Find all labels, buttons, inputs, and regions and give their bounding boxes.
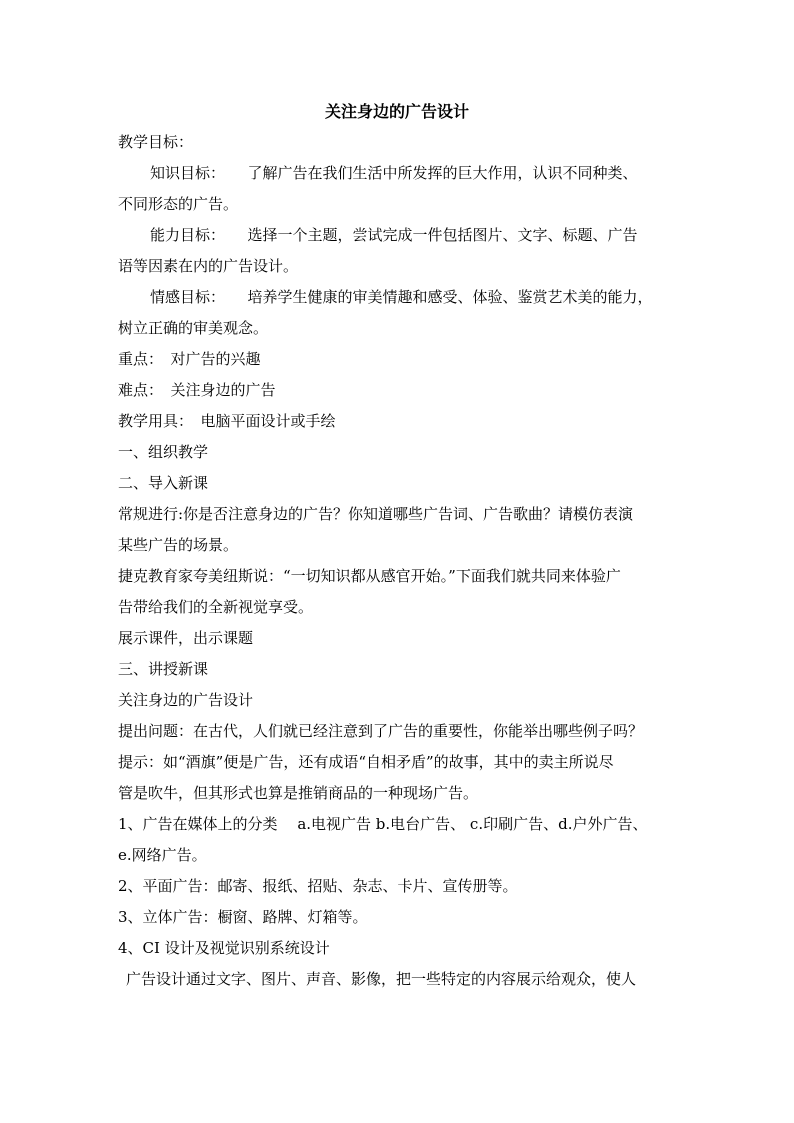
text-line: 常规进行:你是否注意身边的广告？你知道哪些广告词、广告歌曲？请模仿表演	[118, 505, 634, 523]
text-line: 重点： 对广告的兴趣	[118, 350, 261, 368]
text-line: e.网络广告。	[118, 846, 207, 864]
text-line: 提示：如“酒旗”便是广告，还有成语“自相矛盾”的故事，其中的卖主所说尽	[118, 753, 614, 771]
text-line: 某些广告的场景。	[118, 536, 239, 554]
text-line: 三、讲授新课	[118, 660, 209, 678]
document-body	[118, 127, 680, 995]
text-line: 一、组织教学	[118, 443, 209, 461]
text-line: 语等因素在内的广告设计。	[118, 257, 299, 275]
text-line: 2、平面广告：邮寄、报纸、招贴、杂志、卡片、宣传册等。	[118, 877, 518, 895]
text-line: 关注身边的广告设计	[118, 691, 254, 709]
text-line: 树立正确的审美观念。	[118, 319, 269, 337]
text-line: 知识目标： 了解广告在我们生活中所发挥的巨大作用，认识不同种类、	[150, 164, 638, 182]
text-line: 1、广告在媒体上的分类 a.电视广告 b.电台广告、 c.印刷广告、d.户外广告、	[118, 815, 648, 833]
text-line: 情感目标： 培养学生健康的审美情趣和感受、体验、鉴赏艺术美的能力，	[150, 288, 653, 306]
text-line: 管是吹牛，但其形式也算是推销商品的一种现场广告。	[118, 784, 479, 802]
text-line: 捷克教育家夸美纽斯说：“一切知识都从感官开始。”下面我们就共同来体验广	[118, 567, 621, 585]
text-line: 展示课件，出示课题	[118, 629, 254, 647]
text-line: 4、CI 设计及视觉识别系统设计	[118, 939, 330, 957]
text-line: 广告设计通过文字、图片、声音、影像，把一些特定的内容展示给观众，使人	[126, 970, 637, 988]
text-line: 二、导入新课	[118, 474, 209, 492]
text-line: 告带给我们的全新视觉享受。	[118, 598, 314, 616]
text-line: 3、立体广告：橱窗、路牌、灯箱等。	[118, 908, 368, 926]
text-line: 提出问题：在古代，人们就已经注意到了广告的重要性，你能举出哪些例子吗？	[118, 722, 644, 740]
text-line: 能力目标： 选择一个主题，尝试完成一件包括图片、文字、标题、广告	[150, 226, 638, 244]
text-line: 教学用具： 电脑平面设计或手绘	[118, 412, 336, 430]
document-title: 关注身边的广告设计	[324, 102, 469, 121]
text-line: 教学目标：	[118, 133, 194, 151]
text-line: 不同形态的广告。	[118, 195, 239, 213]
text-line: 难点： 关注身边的广告	[118, 381, 276, 399]
